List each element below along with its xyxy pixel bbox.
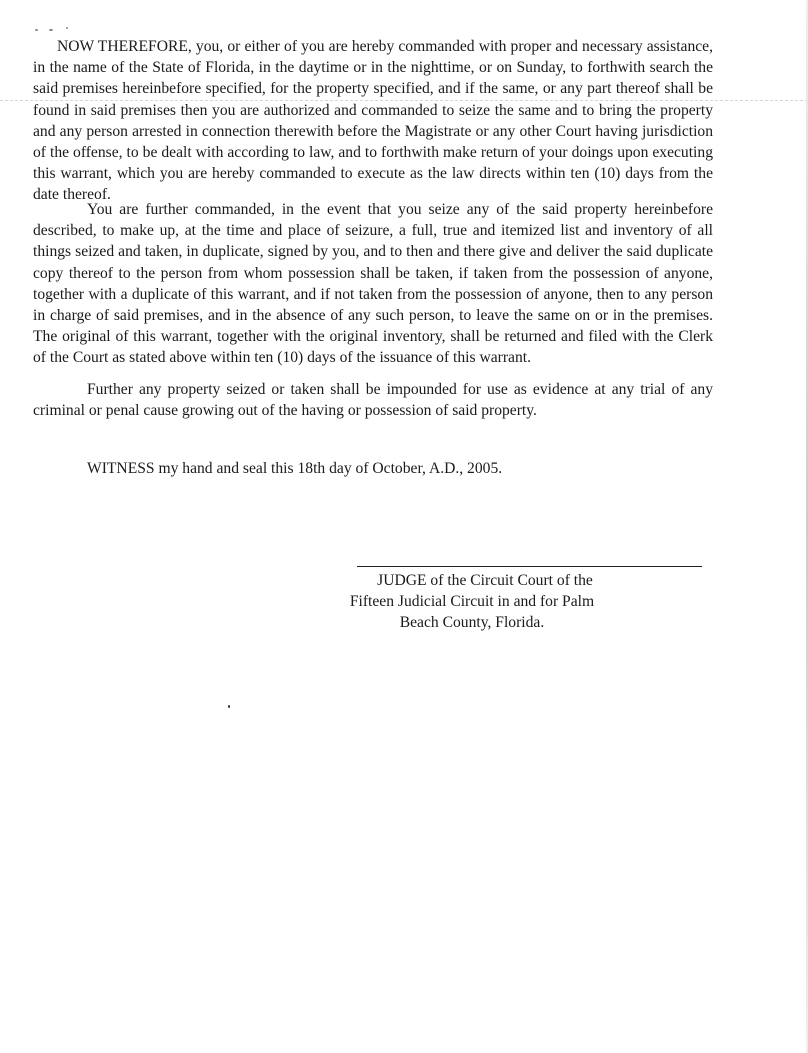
judge-title-line-3: Beach County, Florida.	[399, 614, 545, 631]
scan-artifact-dot	[35, 29, 38, 31]
paragraph-search-command	[33, 36, 713, 206]
paragraph-inventory-command	[33, 199, 713, 369]
signature-line	[357, 566, 702, 567]
paragraph-impound-clause	[33, 379, 713, 421]
paragraph-text: You are further commanded, in the event that you seize any of the said property hereinbefore described, to make up, at the time and place of seizure, a full, true and itemized list and inventory of all things seized and taken, in duplicate, signed by you, and to then and there give and deliver the said duplicate copy thereof to the person from whom possession shall be taken, if taken from the possession of anyone, together with a duplicate of this warrant, and if not taken from the possession of anyone, then to any person in charge of said premises, and in the absence of any such person, to leave the same on or in the premises. The original of this warrant, together with the original inventory, shall be returned and filed with the Clerk of the Court as stated above within ten (10) days of the issuance of this warrant.	[33, 201, 713, 367]
scan-artifact-dot	[228, 705, 230, 708]
paragraph-text: Further any property seized or taken shall be impounded for use as evidence at any trial of any criminal or penal cause growing out of the having or possession of said property.	[33, 381, 713, 420]
judge-title-line-2: Fifteen Judicial Circuit in and for Palm	[349, 593, 595, 610]
judge-signature-block	[300, 570, 600, 633]
scan-artifact-dot	[66, 27, 68, 29]
judge-title-line-1: JUDGE of the Circuit Court of the	[377, 572, 593, 589]
scan-artifact-dot	[49, 29, 53, 31]
witness-statement: WITNESS my hand and seal this 18th day of October, A.D., 2005.	[87, 460, 503, 477]
paragraph-text: NOW THEREFORE, you, or either of you are hereby commanded with proper and necessary assistance, in the name of the State of Florida, in the daytime or in the nighttime, or on Sunday, to forthwith search the said premises hereinbefore specified, for the property specified, and if the same, or any part thereof shall be found in said premises then you are authorized and commanded to seize the same and to bring the property and any person arrested in connection therewith before the Magistrate or any other Court having jurisdiction of the offense, to be dealt with according to law, and to forthwith make return of your doings upon executing this warrant, which you are hereby commanded to execute as the law directs within ten (10) days from the date thereof.	[33, 38, 713, 204]
